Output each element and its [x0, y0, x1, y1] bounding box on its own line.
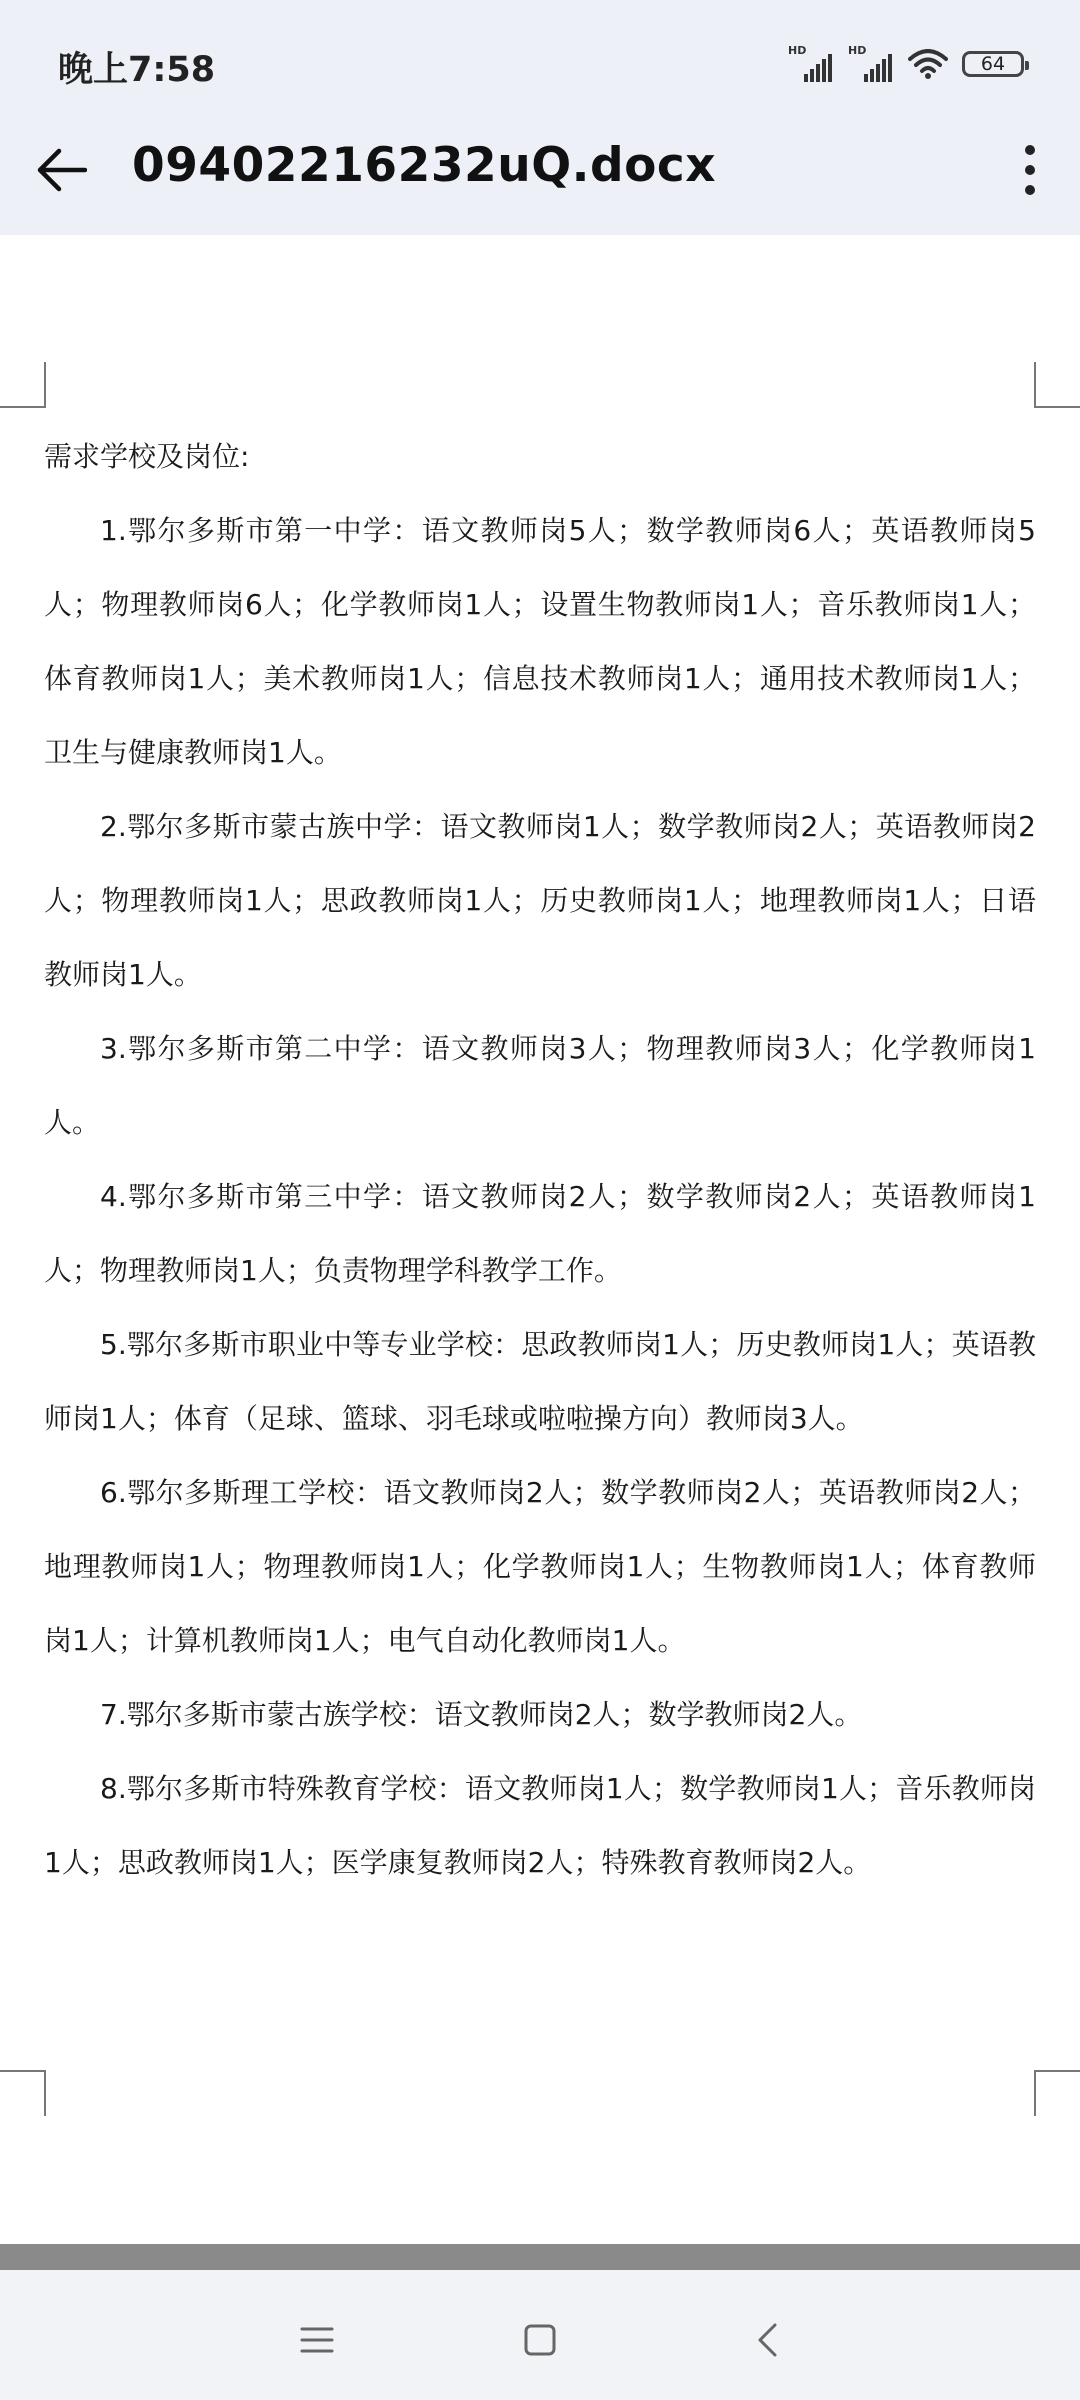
app-header	[0, 0, 1080, 235]
battery-level: 64	[980, 53, 1006, 75]
document-body	[44, 420, 1036, 1900]
page-corner-mark	[1034, 2070, 1080, 2116]
page-corner-mark	[1034, 362, 1080, 408]
recents-button[interactable]	[277, 2300, 357, 2380]
page-corner-mark	[0, 362, 46, 408]
menu-icon	[300, 2325, 334, 2355]
system-nav-bar	[0, 2270, 1080, 2400]
sim1-hd-label: HD	[788, 44, 807, 57]
status-icons	[788, 44, 1024, 84]
home-button[interactable]	[500, 2300, 580, 2380]
sim2-hd-label: HD	[848, 44, 867, 57]
school-paragraph: 5.鄂尔多斯市职业中等专业学校：思政教师岗1人；历史教师岗1人；英语教师岗1人；体育（足球、篮球、羽毛球或啦啦操方向）教师岗3人。	[44, 1328, 1036, 1435]
school-paragraph: 8.鄂尔多斯市特殊教育学校：语文教师岗1人；数学教师岗1人；音乐教师岗1人；思政教师岗1人；医学康复教师岗2人；特殊教育教师岗2人。	[44, 1772, 1036, 1879]
home-icon	[523, 2323, 557, 2357]
school-paragraph: 3.鄂尔多斯市第二中学：语文教师岗3人；物理教师岗3人；化学教师岗1人。	[44, 1032, 1036, 1139]
back-icon	[755, 2322, 779, 2358]
file-title: 09402216232uQ.docx	[132, 138, 717, 193]
school-paragraph: 6.鄂尔多斯理工学校：语文教师岗2人；数学教师岗2人；英语教师岗2人；地理教师岗1人；物理教师岗1人；化学教师岗1人；生物教师岗1人；体育教师岗1人；计算机教师岗1人；电气自动化教师岗1人。	[44, 1476, 1036, 1657]
more-vertical-icon	[1025, 145, 1035, 155]
back-button[interactable]	[26, 134, 98, 206]
more-dot	[1025, 185, 1035, 195]
signal-icon	[848, 46, 894, 82]
school-paragraph: 1.鄂尔多斯市第一中学：语文教师岗5人；数学教师岗6人；英语教师岗5人；物理教师岗6人；化学教师岗1人；设置生物教师岗1人；音乐教师岗1人；体育教师岗1人；美术教师岗1人；信息技术教师岗1人；通用技术教师岗1人；卫生与健康教师岗1人。	[44, 514, 1036, 769]
wifi-icon	[908, 49, 948, 79]
school-paragraph: 2.鄂尔多斯市蒙古族中学：语文教师岗1人；数学教师岗2人；英语教师岗2人；物理教师岗1人；思政教师岗1人；历史教师岗1人；地理教师岗1人；日语教师岗1人。	[44, 810, 1036, 991]
more-dot	[1025, 165, 1035, 175]
signal-icon	[788, 46, 834, 82]
page-divider	[0, 2244, 1080, 2270]
more-options-button[interactable]	[998, 134, 1062, 206]
system-back-button[interactable]	[727, 2300, 807, 2380]
battery-icon	[962, 51, 1024, 77]
school-paragraph: 4.鄂尔多斯市第三中学：语文教师岗2人；数学教师岗2人；英语教师岗1人；物理教师岗1人；负责物理学科教学工作。	[44, 1180, 1036, 1287]
page-corner-mark	[0, 2070, 46, 2116]
document-heading: 需求学校及岗位:	[44, 440, 250, 473]
status-time: 晚上7:58	[58, 50, 216, 90]
arrow-left-icon	[37, 148, 87, 192]
school-paragraph: 7.鄂尔多斯市蒙古族学校：语文教师岗2人；数学教师岗2人。	[100, 1698, 863, 1731]
